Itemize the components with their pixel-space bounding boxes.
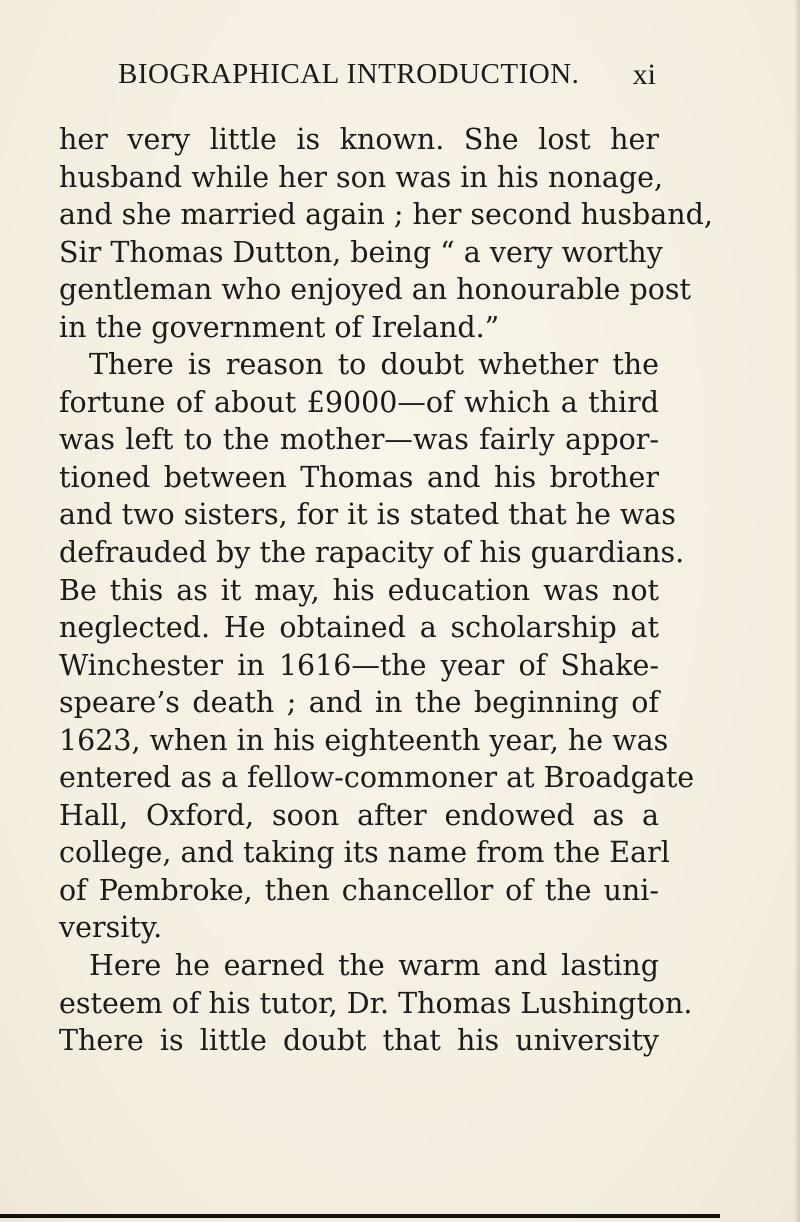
text-line: esteem of his tutor, Dr. Thomas Lushington.	[59, 986, 693, 1020]
text-line: in the government of Ireland.”	[59, 310, 500, 344]
text-line: and two sisters, for it is stated that he was	[59, 498, 676, 532]
running-title: BIOGRAPHICAL INTRODUCTION.	[118, 58, 580, 90]
running-head	[118, 58, 656, 98]
text-line: Sir Thomas Dutton, being “ a very worthy	[59, 235, 663, 269]
text-line: 1623, when in his eighteenth year, he was	[59, 723, 669, 757]
text-line: There is little doubt that his university	[59, 1024, 659, 1058]
text-line: Winchester in 1616—the year of Shake-	[59, 648, 659, 682]
text-line: tioned between Thomas and his brother	[59, 460, 659, 494]
text-line: of Pembroke, then chancellor of the uni-	[59, 873, 659, 907]
text-line: There is reason to doubt whether the	[89, 348, 659, 382]
text-line: and she married again ; her second husband,	[59, 198, 713, 232]
bottom-edge-rule	[0, 1214, 720, 1218]
text-line: husband while her son was in his nonage,	[59, 160, 664, 194]
text-line: Be this as it may, his education was not	[59, 573, 659, 607]
text-line: entered as a fellow-commoner at Broadgate	[59, 761, 695, 795]
text-line: her very little is known. She lost her	[59, 123, 659, 156]
text-line: neglected. He obtained a scholarship at	[59, 611, 659, 645]
text-line: gentleman who enjoyed an honourable post	[59, 273, 691, 307]
page-edge-shadow	[794, 0, 800, 1222]
body-text	[59, 121, 713, 1060]
text-line: Hall, Oxford, soon after endowed as a	[59, 798, 659, 832]
text-line: Here he earned the warm and lasting	[89, 949, 659, 983]
text-line: defrauded by the rapacity of his guardians.	[59, 536, 685, 570]
text-line: versity.	[59, 911, 163, 945]
page-number: xi	[632, 58, 656, 91]
text-line: was left to the mother—was fairly appor-	[59, 423, 659, 457]
text-line: speare’s death ; and in the beginning of	[59, 686, 659, 720]
text-line: college, and taking its name from the Earl	[59, 836, 670, 870]
text-line: fortune of about £9000—of which a third	[59, 385, 659, 419]
